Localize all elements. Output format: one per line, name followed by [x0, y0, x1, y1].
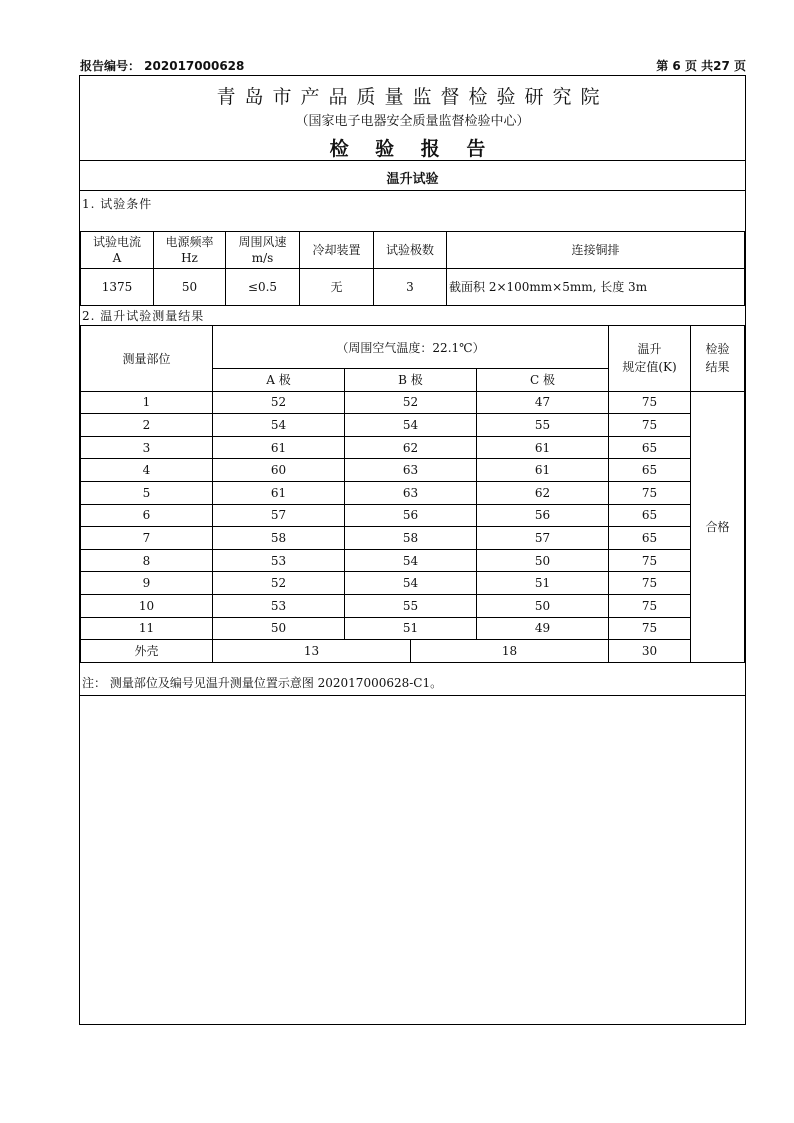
header-poles: 试验极数 — [374, 232, 447, 269]
part-number-cell: 4 — [81, 459, 213, 482]
header-measurement-part: 测量部位 — [81, 326, 213, 392]
part-number-cell: 9 — [81, 572, 213, 595]
pole-b-cell: 51 — [345, 617, 477, 640]
header-pole-c: C 极 — [477, 369, 609, 392]
pole-b-cell: 55 — [345, 594, 477, 617]
limit-cell: 65 — [609, 504, 691, 527]
pole-c-cell: 47 — [477, 391, 609, 414]
part-number-cell: 5 — [81, 481, 213, 504]
part-number-cell: 11 — [81, 617, 213, 640]
page-indicator: 第 6 页 共27 页 — [656, 59, 746, 73]
shell-limit-cell: 30 — [609, 640, 691, 663]
pole-b-cell: 58 — [345, 527, 477, 550]
pole-a-cell: 57 — [213, 504, 345, 527]
header-wind-speed: 周围风速 m/s — [226, 232, 300, 269]
shell-value-1-cell: 13 — [213, 640, 411, 663]
limit-cell: 75 — [609, 617, 691, 640]
limit-cell: 65 — [609, 436, 691, 459]
pole-c-cell: 61 — [477, 436, 609, 459]
table-row — [81, 504, 745, 527]
pole-a-cell: 52 — [213, 572, 345, 595]
pole-a-cell: 60 — [213, 459, 345, 482]
value-cooling: 无 — [300, 269, 374, 306]
pole-b-cell: 56 — [345, 504, 477, 527]
divider — [80, 160, 745, 161]
part-number-cell: 2 — [81, 414, 213, 437]
value-busbar: 截面积 2×100mm×5mm, 长度 3m — [447, 269, 745, 306]
pole-a-cell: 58 — [213, 527, 345, 550]
pole-a-cell: 61 — [213, 436, 345, 459]
shell-label-cell: 外壳 — [81, 640, 213, 663]
pole-b-cell: 54 — [345, 414, 477, 437]
pole-c-cell: 49 — [477, 617, 609, 640]
pole-a-cell: 50 — [213, 617, 345, 640]
pole-c-cell: 51 — [477, 572, 609, 595]
shell-value-2-cell: 18 — [411, 640, 609, 663]
pole-a-cell: 53 — [213, 549, 345, 572]
pole-c-cell: 57 — [477, 527, 609, 550]
table-row — [81, 459, 745, 482]
value-current: 1375 — [81, 269, 154, 306]
limit-cell: 65 — [609, 527, 691, 550]
limit-cell: 75 — [609, 481, 691, 504]
limit-cell: 75 — [609, 391, 691, 414]
table-row — [81, 414, 745, 437]
pole-b-cell: 63 — [345, 459, 477, 482]
section-2-title: 2. 温升试验测量结果 — [82, 309, 205, 323]
limit-cell: 75 — [609, 414, 691, 437]
table-row — [81, 572, 745, 595]
pole-a-cell: 61 — [213, 481, 345, 504]
pole-c-cell: 61 — [477, 459, 609, 482]
report-number: 报告编号： 202017000628 — [80, 59, 245, 73]
table-row — [81, 549, 745, 572]
part-number-cell: 7 — [81, 527, 213, 550]
value-wind-speed: ≤0.5 — [226, 269, 300, 306]
limit-cell: 75 — [609, 549, 691, 572]
table-row-shell — [81, 640, 745, 663]
part-number-cell: 8 — [81, 549, 213, 572]
limit-cell: 75 — [609, 572, 691, 595]
header-pole-a: A 极 — [213, 369, 345, 392]
pole-b-cell: 54 — [345, 572, 477, 595]
header-busbar: 连接铜排 — [447, 232, 745, 269]
conditions-table — [80, 231, 745, 306]
value-poles: 3 — [374, 269, 447, 306]
header-cooling: 冷却装置 — [300, 232, 374, 269]
part-number-cell: 1 — [81, 391, 213, 414]
header-current: 试验电流 A — [81, 232, 154, 269]
table-row — [81, 617, 745, 640]
header-pole-b: B 极 — [345, 369, 477, 392]
table-row — [81, 481, 745, 504]
limit-cell: 75 — [609, 594, 691, 617]
test-name: 温升试验 — [386, 172, 439, 187]
limit-cell: 65 — [609, 459, 691, 482]
table-row — [81, 527, 745, 550]
org-name: 青岛市产品质量监督检验研究院 — [216, 86, 609, 108]
pole-c-cell: 55 — [477, 414, 609, 437]
part-number-cell: 10 — [81, 594, 213, 617]
divider — [80, 695, 745, 696]
pole-c-cell: 62 — [477, 481, 609, 504]
pole-b-cell: 63 — [345, 481, 477, 504]
part-number-cell: 3 — [81, 436, 213, 459]
pole-b-cell: 52 — [345, 391, 477, 414]
pole-c-cell: 56 — [477, 504, 609, 527]
pole-a-cell: 53 — [213, 594, 345, 617]
pole-a-cell: 54 — [213, 414, 345, 437]
section-1-title: 1. 试验条件 — [82, 197, 153, 211]
ambient-temperature: （周围空气温度：22.1℃） — [213, 326, 609, 369]
footnote: 注： 测量部位及编号见温升测量位置示意图 202017000628-C1。 — [82, 676, 443, 690]
divider — [80, 190, 745, 191]
header-limit: 温升 规定值(K) — [609, 326, 691, 392]
table-row — [81, 391, 745, 414]
part-number-cell: 6 — [81, 504, 213, 527]
header-frequency: 电源频率 Hz — [154, 232, 226, 269]
table-row — [81, 436, 745, 459]
pole-a-cell: 52 — [213, 391, 345, 414]
pole-c-cell: 50 — [477, 594, 609, 617]
header-result: 检验 结果 — [691, 326, 745, 392]
value-frequency: 50 — [154, 269, 226, 306]
pole-b-cell: 54 — [345, 549, 477, 572]
table-row — [81, 594, 745, 617]
org-subtitle: （国家电子电器安全质量监督检验中心） — [295, 114, 530, 129]
measurement-table — [80, 325, 745, 663]
pole-c-cell: 50 — [477, 549, 609, 572]
pole-b-cell: 62 — [345, 436, 477, 459]
report-title: 检 验 报 告 — [329, 138, 496, 160]
verdict-cell: 合格 — [691, 391, 745, 662]
report-frame — [79, 75, 746, 1025]
